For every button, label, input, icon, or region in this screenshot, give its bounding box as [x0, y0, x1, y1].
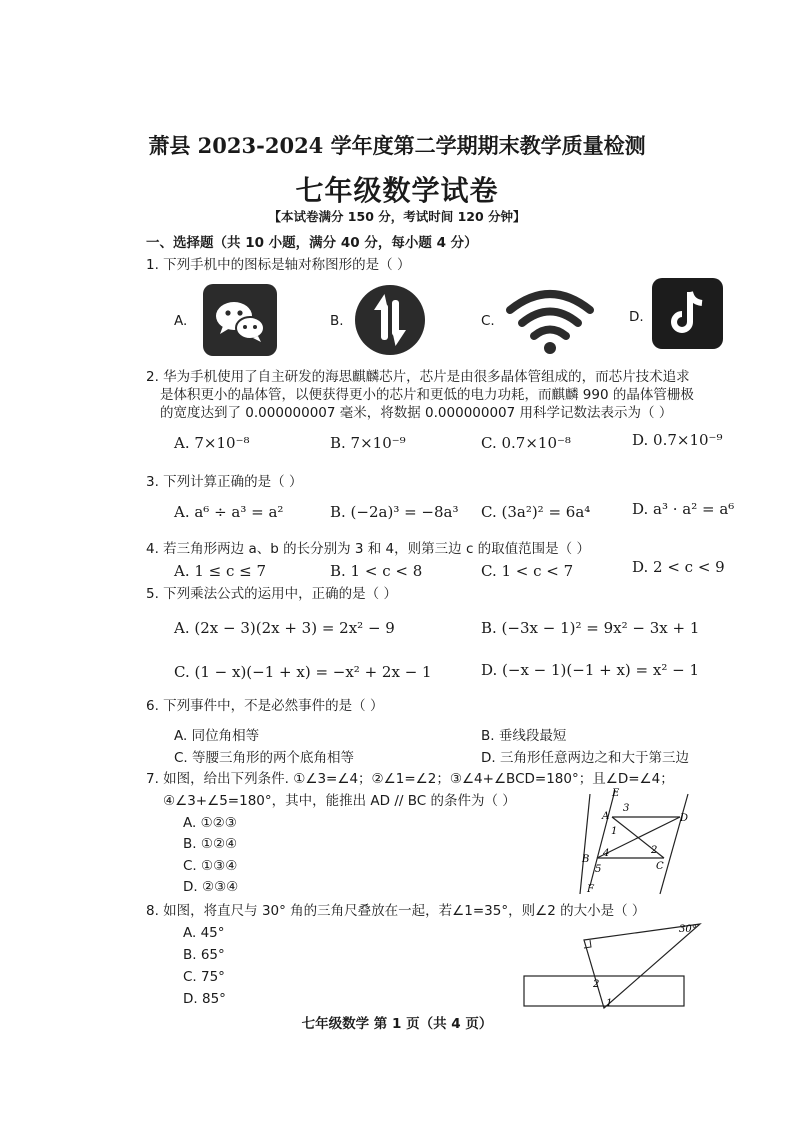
section-heading: 一、选择题（共 10 小题，满分 40 分，每小题 4 分）: [146, 235, 478, 251]
q7-label-e: E: [612, 788, 620, 799]
q7-label-a: A: [602, 811, 610, 822]
q1-option-d: D.: [629, 309, 644, 325]
q6-option-d: D. 三角形任意两边之和大于第三边: [481, 750, 689, 766]
q5-option-a: A. (2x − 3)(2x + 3) = 2x² − 9: [174, 619, 395, 637]
question-5-stem: 5. 下列乘法公式的运用中，正确的是（ ）: [146, 586, 397, 602]
q2-option-d: D. 0.7×10⁻⁹: [632, 431, 723, 449]
q8-label-1: 1: [606, 998, 613, 1009]
q7-label-f: F: [587, 884, 594, 895]
q7-option-d: D. ②③④: [183, 879, 239, 895]
q7-label-b: B: [582, 854, 590, 865]
q5-option-b: B. (−3x − 1)² = 9x² − 3x + 1: [481, 619, 700, 637]
q6-option-a: A. 同位角相等: [174, 728, 260, 744]
q7-label-1: 1: [611, 826, 618, 837]
question-4-stem: 4. 若三角形两边 a、b 的长分别为 3 和 4，则第三边 c 的取值范围是（ ）: [146, 541, 590, 557]
q8-label-2: 2: [593, 979, 600, 990]
question-7-line1: 7. 如图，给出下列条件. ①∠3=∠4；②∠1=∠2；③∠4+∠BCD=180°；且∠D=∠4；: [146, 771, 674, 787]
q1-option-a: A.: [174, 313, 188, 329]
q8-label-30: 30°: [679, 924, 697, 935]
question-8-stem: 8. 如图，将直尺与 30° 角的三角尺叠放在一起，若∠1=35°，则∠2 的大小是（ ）: [146, 903, 646, 919]
q1-option-b: B.: [330, 313, 344, 329]
question-7-line2: ④∠3+∠5=180°，其中，能推出 AD // BC 的条件为（ ）: [163, 793, 516, 809]
q4-option-c: C. 1 < c < 7: [481, 562, 574, 580]
q7-label-2: 2: [651, 845, 658, 856]
q8-option-b: B. 65°: [183, 947, 225, 963]
q6-option-c: C. 等腰三角形的两个底角相等: [174, 750, 355, 766]
q3-option-a: A. a⁶ ÷ a³ = a²: [174, 503, 284, 521]
q7-label-4: 4: [603, 848, 610, 859]
question-3-stem: 3. 下列计算正确的是（ ）: [146, 474, 303, 490]
q4-option-b: B. 1 < c < 8: [330, 562, 423, 580]
q1-option-c: C.: [481, 313, 495, 329]
q6-option-b: B. 垂线段最短: [481, 728, 567, 744]
q7-label-5: 5: [595, 864, 602, 875]
q3-option-b: B. (−2a)³ = −8a³: [330, 503, 459, 521]
q7-label-3: 3: [623, 803, 630, 814]
q4-option-a: A. 1 ≤ c ≤ 7: [174, 562, 267, 580]
question-1-stem: 1. 下列手机中的图标是轴对称图形的是（ ）: [146, 257, 411, 273]
q2-option-a: A. 7×10⁻⁸: [174, 434, 250, 452]
exam-note: 【本试卷满分 150 分，考试时间 120 分钟】: [268, 209, 526, 224]
question-6-stem: 6. 下列事件中，不是必然事件的是（ ）: [146, 698, 384, 714]
q7-figure: [570, 786, 710, 896]
q7-label-c: C: [656, 861, 664, 872]
exam-subtitle: 七年级数学试卷: [295, 174, 499, 207]
q5-option-d: D. (−x − 1)(−1 + x) = x² − 1: [481, 661, 700, 679]
q8-figure: [520, 918, 710, 1010]
wechat-icon: [203, 284, 277, 356]
page-footer: 七年级数学 第 1 页（共 4 页）: [301, 1016, 493, 1032]
q8-option-c: C. 75°: [183, 969, 225, 985]
transfer-arrows-icon: [354, 284, 426, 356]
q7-label-d: D: [680, 813, 689, 824]
q2-option-b: B. 7×10⁻⁹: [330, 434, 406, 452]
q3-option-c: C. (3a²)² = 6a⁴: [481, 503, 591, 521]
q7-option-c: C. ①③④: [183, 858, 238, 874]
q8-option-d: D. 85°: [183, 991, 226, 1007]
exam-title: 萧县 2023-2024 学年度第二学期期末教学质量检测: [148, 133, 646, 158]
wifi-icon: [504, 286, 596, 356]
q7-option-a: A. ①②③: [183, 815, 237, 831]
question-2-line3: 的宽度达到了 0.000000007 毫米，将数据 0.000000007 用科学记数法表示为（ ）: [160, 405, 673, 421]
question-2-line1: 2. 华为手机使用了自主研发的海思麒麟芯片，芯片是由很多晶体管组成的，而芯片技术追求: [146, 369, 690, 385]
q8-option-a: A. 45°: [183, 925, 225, 941]
tiktok-icon: [652, 278, 723, 349]
q7-option-b: B. ①②④: [183, 836, 238, 852]
q5-option-c: C. (1 − x)(−1 + x) = −x² + 2x − 1: [174, 663, 432, 681]
q2-option-c: C. 0.7×10⁻⁸: [481, 434, 571, 452]
question-2-line2: 是体积更小的晶体管，以便获得更小的芯片和更低的电力功耗，而麒麟 990 的晶体管栅极: [160, 387, 694, 403]
q4-option-d: D. 2 < c < 9: [632, 558, 725, 576]
q3-option-d: D. a³ · a² = a⁶: [632, 500, 735, 518]
